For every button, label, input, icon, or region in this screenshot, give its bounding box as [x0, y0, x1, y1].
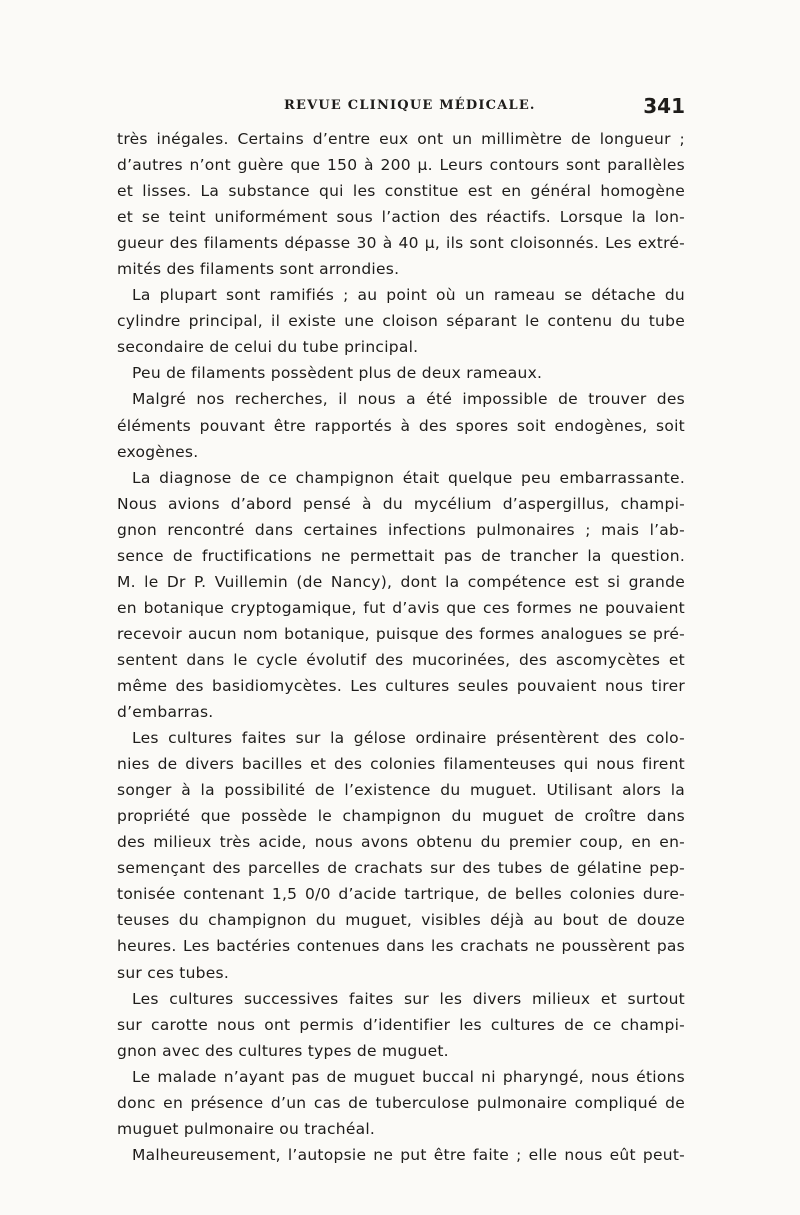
- text-line: exogènes.: [117, 442, 199, 461]
- text-line: M. le Dr P. Vuillemin (de Nancy), dont la compétence est si grande: [117, 572, 685, 591]
- text-line: heures. Les bactéries contenues dans les crachats ne poussèrent pas: [117, 937, 685, 956]
- text-line: semençant des parcelles de crachats sur des tubes de gélatine pep-: [117, 859, 685, 878]
- text-line: gueur des filaments dépasse 30 à 40 μ, ils sont cloisonnés. Les extré-: [117, 234, 685, 253]
- text-line: des milieux très acide, nous avons obtenu du premier coup, en en-: [117, 833, 685, 852]
- text-line: Les cultures successives faites sur les divers milieux et surtout: [132, 989, 685, 1008]
- text-line: cylindre principal, il existe une cloison séparant le contenu du tube: [117, 312, 685, 331]
- text-line: Malheureusement, l’autopsie ne put être faite ; elle nous eût peut-: [132, 1145, 685, 1164]
- text-line: sur carotte nous ont permis d’identifier les cultures de ce champi-: [117, 1015, 685, 1034]
- text-line: et se teint uniformément sous l’action des réactifs. Lorsque la lon-: [117, 208, 685, 227]
- text-line: teuses du champignon du muguet, visibles déjà au bout de douze: [117, 911, 685, 930]
- text-line: nies de divers bacilles et des colonies filamenteuses qui nous firent: [117, 755, 685, 774]
- text-line: éléments pouvant être rapportés à des spores soit endogènes, soit: [117, 416, 685, 435]
- running-title: REVUE CLINIQUE MÉDICALE.: [284, 98, 536, 113]
- text-line: d’autres n’ont guère que 150 à 200 μ. Leurs contours sont parallèles: [117, 156, 685, 175]
- text-line: et lisses. La substance qui les constitue est en général homogène: [117, 182, 685, 201]
- text-line: très inégales. Certains d’entre eux ont un millimètre de longueur ;: [117, 130, 685, 148]
- text-line: d’embarras.: [117, 703, 214, 722]
- text-line: Le malade n’ayant pas de muguet buccal ni pharyngé, nous étions: [132, 1067, 685, 1086]
- text-line: sence de fructifications ne permettait pas de trancher la question.: [117, 546, 685, 565]
- text-line: La plupart sont ramifiés ; au point où un rameau se détache du: [132, 286, 685, 305]
- body-text: [117, 126, 685, 1168]
- text-line: Peu de filaments possèdent plus de deux rameaux.: [132, 364, 543, 383]
- text-line: muguet pulmonaire ou trachéal.: [117, 1119, 376, 1138]
- page-header: [110, 94, 685, 124]
- text-line: Les cultures faites sur la gélose ordinaire présentèrent des colo-: [132, 729, 685, 748]
- text-line: propriété que possède le champignon du muguet de croître dans: [117, 807, 685, 826]
- text-line: recevoir aucun nom botanique, puisque des formes analogues se pré-: [117, 624, 685, 643]
- text-line: gnon avec des cultures types de muguet.: [117, 1041, 449, 1060]
- text-line: gnon rencontré dans certaines infections pulmonaires ; mais l’ab-: [117, 520, 685, 539]
- page-number: 341: [643, 94, 685, 118]
- text-line: secondaire de celui du tube principal.: [117, 338, 419, 357]
- text-line: songer à la possibilité de l’existence du muguet. Utilisant alors la: [117, 781, 685, 800]
- text-line: mités des filaments sont arrondies.: [117, 260, 400, 279]
- text-line: en botanique cryptogamique, fut d’avis que ces formes ne pouvaient: [117, 598, 685, 617]
- text-line: La diagnose de ce champignon était quelque peu embarrassante.: [132, 468, 685, 487]
- text-line: donc en présence d’un cas de tuberculose pulmonaire compliqué de: [117, 1093, 685, 1112]
- text-line: sur ces tubes.: [117, 963, 230, 982]
- text-line: même des basidiomycètes. Les cultures seules pouvaient nous tirer: [117, 676, 685, 695]
- text-line: sentent dans le cycle évolutif des mucorinées, des ascomycètes et: [117, 650, 685, 669]
- text-line: Malgré nos recherches, il nous a été impossible de trouver des: [132, 390, 685, 409]
- text-line: tonisée contenant 1,5 0/0 d’acide tartrique, de belles colonies dure-: [117, 885, 685, 904]
- text-line: Nous avions d’abord pensé à du mycélium d’aspergillus, champi-: [117, 494, 685, 513]
